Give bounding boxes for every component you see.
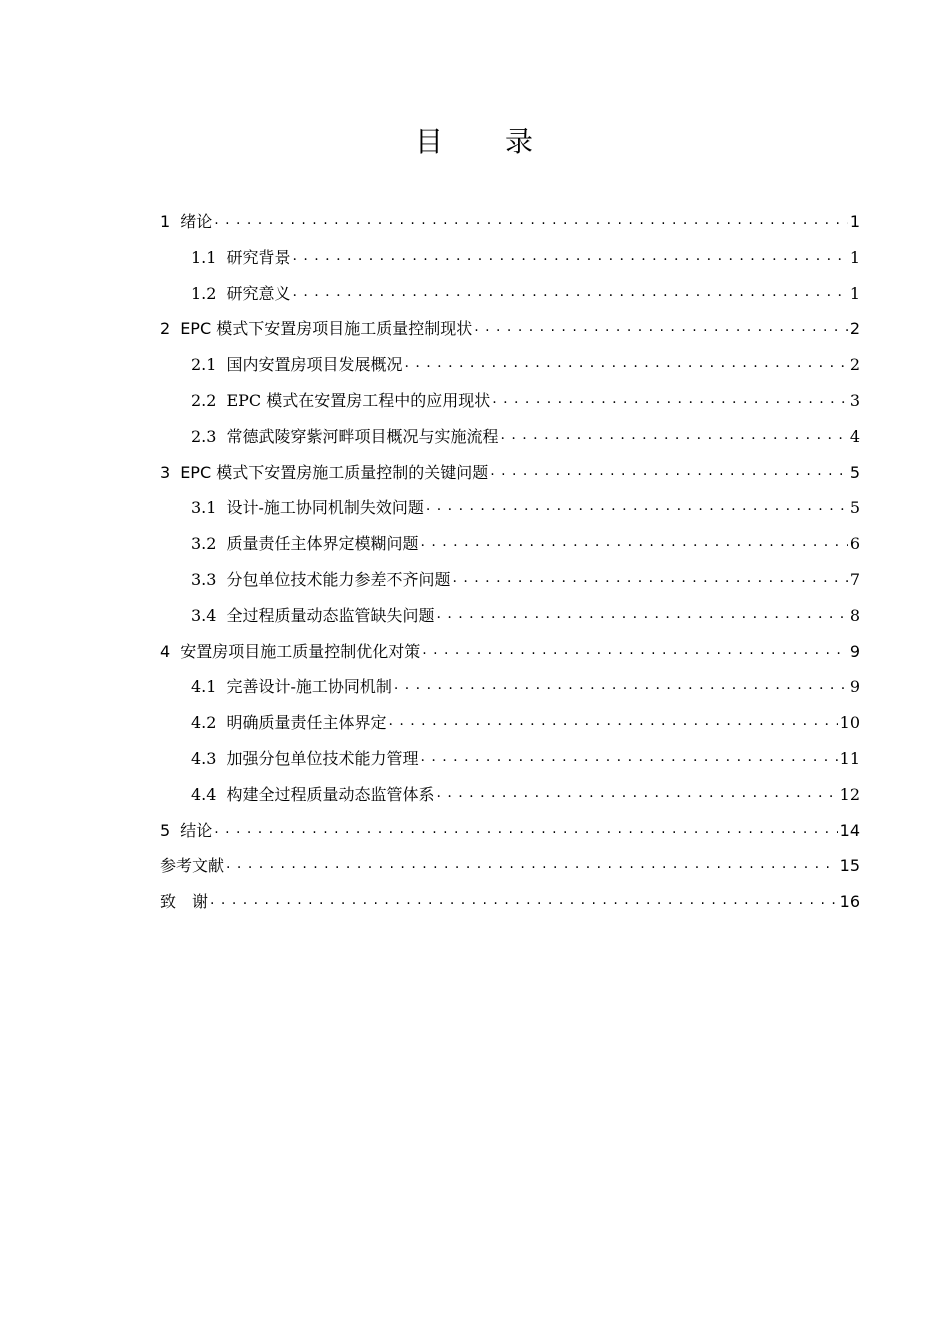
toc-entry-title: EPC 模式下安置房项目施工质量控制现状 [180, 319, 473, 339]
toc-entry-page: 1 [849, 212, 860, 231]
toc-entry-page: 15 [839, 856, 860, 876]
toc-entry[interactable] [160, 383, 860, 419]
toc-entry-title: 研究意义 [226, 283, 291, 303]
toc-entry-title: 参考文献 [160, 856, 225, 876]
toc-entry-page: 3 [849, 390, 860, 410]
toc-dot-leader [420, 748, 837, 764]
toc-entry-number: 2.3 [191, 426, 217, 446]
toc-entry[interactable] [160, 419, 860, 455]
toc-entry-title: 完善设计-施工协同机制 [226, 677, 392, 697]
toc-dot-leader [492, 390, 848, 406]
toc-dot-leader [214, 820, 837, 836]
toc-entry-number: 4.4 [191, 784, 217, 804]
toc-dot-leader [292, 247, 847, 263]
toc-dot-leader [404, 354, 847, 370]
toc-dot-leader [214, 211, 848, 227]
toc-entry-title: 常德武陵穿紫河畔项目概况与实施流程 [226, 426, 499, 446]
toc-entry[interactable] [160, 490, 860, 526]
toc-entry-page: 7 [849, 569, 860, 589]
toc-entry-title: 致 谢 [160, 892, 209, 912]
toc-entry[interactable] [160, 598, 860, 634]
toc-entry-title: 加强分包单位技术能力管理 [226, 748, 419, 768]
toc-dot-leader [500, 426, 847, 442]
toc-entry-number: 1.2 [191, 283, 217, 303]
toc-dot-leader [226, 855, 838, 871]
toc-entry-page: 12 [839, 784, 860, 804]
toc-entry-title: 绪论 [180, 212, 213, 231]
toc-entry-title: EPC 模式在安置房工程中的应用现状 [226, 390, 491, 410]
toc-entry-page: 1 [849, 247, 860, 267]
toc-entry[interactable] [160, 455, 860, 491]
toc-entry[interactable] [160, 311, 860, 347]
toc-dot-leader [452, 569, 847, 585]
toc-entry-number: 4.3 [191, 748, 217, 768]
toc-entry[interactable] [160, 347, 860, 383]
toc-entry[interactable] [160, 669, 860, 705]
toc-entry[interactable] [160, 240, 860, 276]
toc-entry[interactable] [160, 884, 860, 920]
toc-entry-page: 10 [839, 713, 860, 733]
toc-entry-title: 研究背景 [226, 247, 291, 267]
table-of-contents [160, 204, 860, 920]
toc-entry-number: 3.3 [191, 569, 217, 589]
toc-entry-number: 3 [160, 462, 171, 482]
toc-entry-page: 8 [849, 605, 860, 625]
toc-entry-number: 2.1 [191, 355, 217, 375]
toc-entry-title: 结论 [180, 820, 213, 840]
toc-entry-page: 9 [849, 641, 860, 661]
toc-dot-leader [436, 784, 837, 800]
toc-entry-title: EPC 模式下安置房施工质量控制的关键问题 [180, 462, 489, 482]
toc-entry[interactable] [160, 705, 860, 741]
toc-entry-title: 质量责任主体界定模糊问题 [226, 534, 419, 554]
toc-entry-title: 设计-施工协同机制失效问题 [226, 498, 424, 518]
toc-entry[interactable] [160, 562, 860, 598]
toc-entry-title: 明确质量责任主体界定 [226, 713, 387, 733]
toc-entry-page: 2 [849, 319, 860, 339]
toc-entry[interactable] [160, 276, 860, 312]
toc-dot-leader [292, 283, 847, 299]
toc-entry-number: 4 [160, 641, 171, 661]
toc-entry-title: 国内安置房项目发展概况 [226, 355, 403, 375]
toc-dot-leader [490, 462, 848, 478]
toc-entry-number: 3.1 [191, 498, 217, 518]
toc-entry-page: 9 [849, 677, 860, 697]
toc-entry-number: 2.2 [191, 390, 217, 410]
toc-entry[interactable] [160, 741, 860, 777]
toc-entry-page: 11 [839, 748, 860, 768]
toc-dot-leader [394, 676, 848, 692]
toc-entry[interactable] [160, 526, 860, 562]
toc-dot-leader [388, 712, 837, 728]
toc-entry-page: 14 [839, 820, 860, 840]
page-title: 目 录 [414, 125, 535, 158]
toc-dot-leader [420, 533, 847, 549]
toc-entry[interactable] [160, 204, 860, 240]
toc-entry-number: 1 [160, 212, 171, 231]
toc-entry-title: 构建全过程质量动态监管体系 [226, 784, 435, 804]
toc-entry-number: 3.4 [191, 605, 217, 625]
toc-entry-number: 4.2 [191, 713, 217, 733]
toc-entry-number: 2 [160, 319, 171, 339]
toc-entry-page: 1 [849, 283, 860, 303]
toc-dot-leader [422, 641, 848, 657]
toc-entry-title: 全过程质量动态监管缺失问题 [226, 605, 435, 625]
toc-entry-number: 1.1 [191, 247, 217, 267]
toc-dot-leader [426, 497, 848, 513]
toc-entry[interactable] [160, 777, 860, 813]
toc-entry-number: 3.2 [191, 534, 217, 554]
toc-dot-leader [210, 891, 838, 907]
toc-entry-number: 5 [160, 820, 171, 840]
toc-entry-page: 2 [849, 355, 860, 375]
toc-entry-page: 5 [849, 498, 860, 518]
toc-entry-title: 分包单位技术能力参差不齐问题 [226, 569, 451, 589]
toc-entry-page: 6 [849, 534, 860, 554]
toc-entry[interactable] [160, 634, 860, 670]
toc-entry-page: 16 [839, 892, 860, 912]
toc-entry-title: 安置房项目施工质量控制优化对策 [180, 641, 421, 661]
toc-entry-number: 4.1 [191, 677, 217, 697]
toc-dot-leader [436, 605, 847, 621]
toc-entry-page: 4 [849, 426, 860, 446]
toc-dot-leader [474, 318, 848, 334]
toc-entry[interactable] [160, 848, 860, 884]
toc-entry[interactable] [160, 813, 860, 849]
toc-entry-page: 5 [849, 462, 860, 482]
